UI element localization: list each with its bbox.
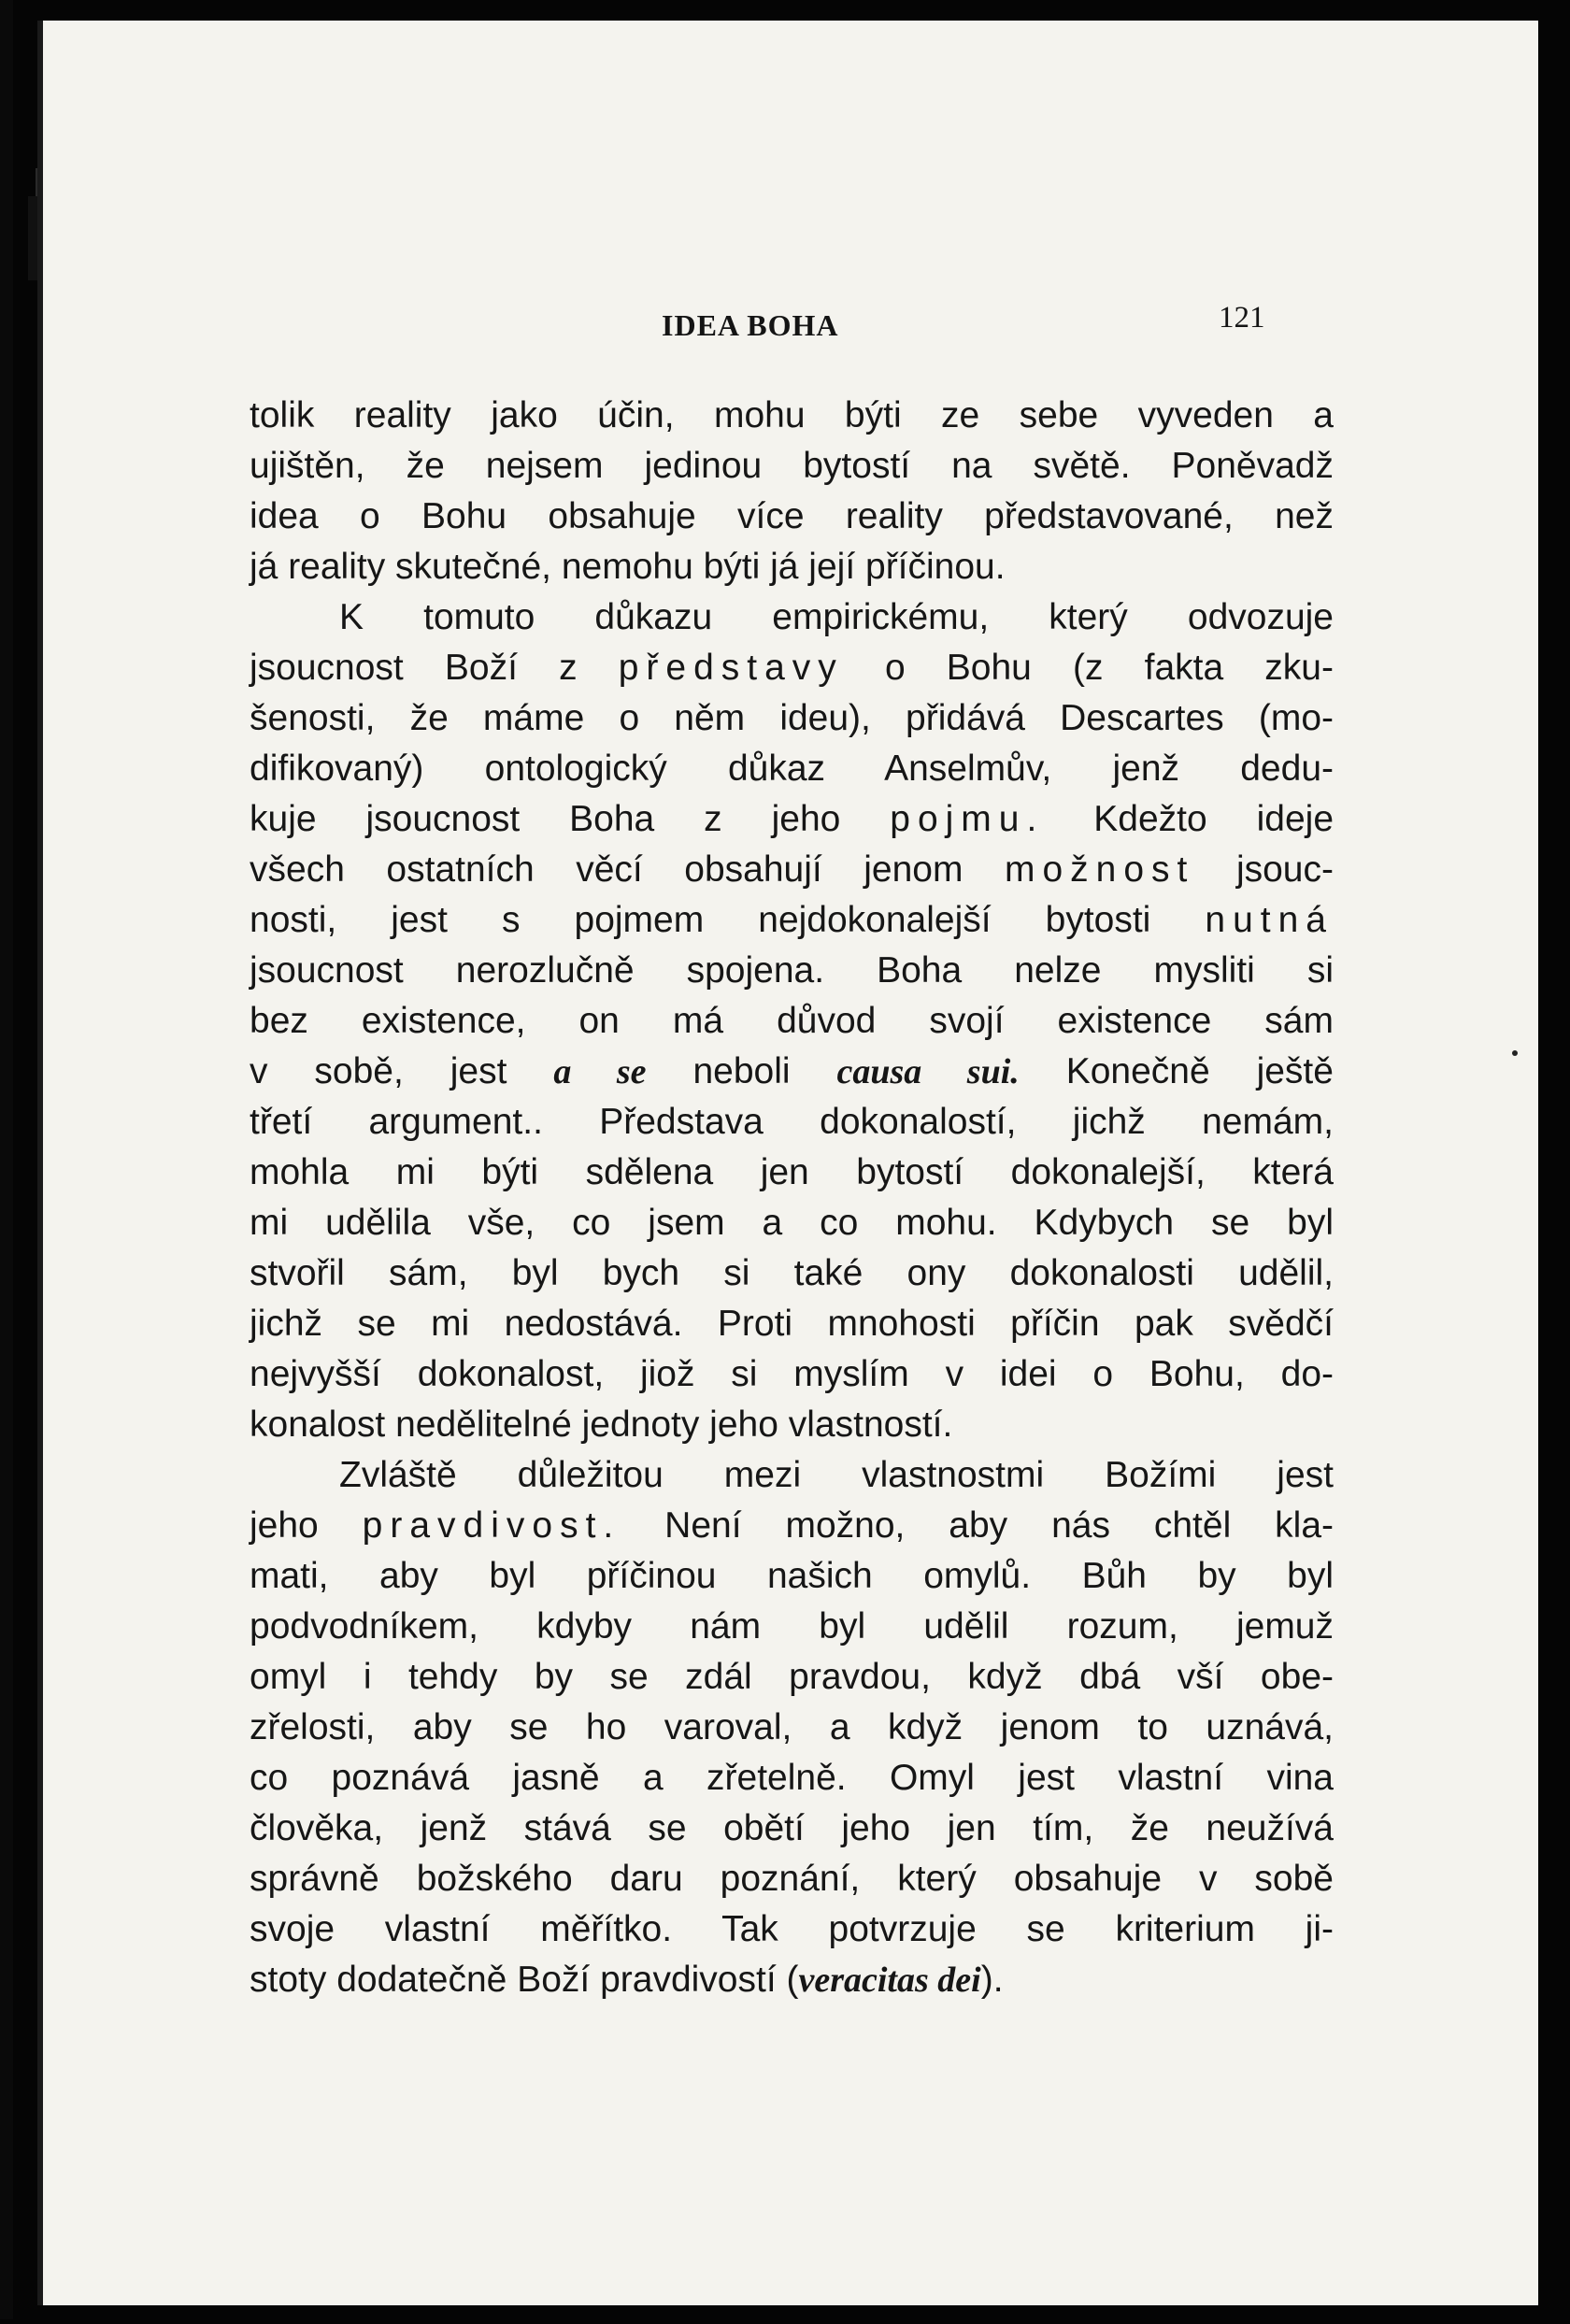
text-segment: neboli xyxy=(692,1051,791,1091)
text-segment: v sobě, jest xyxy=(250,1051,507,1091)
text-segment: o Bohu (z fakta zku- xyxy=(884,648,1334,688)
spaced-emphasis: představy xyxy=(618,648,844,688)
text-line: podvodníkem, kdyby nám byl udělil rozum, jemuž xyxy=(250,1606,1334,1647)
text-segment: jsoucnost Boží z xyxy=(250,648,578,688)
text-line: ujištěn, že nejsem jedinou bytostí na světě. Poněvadž xyxy=(250,446,1334,486)
text-line: třetí argument.. Představa dokonalostí, jichž nemám, xyxy=(250,1102,1334,1142)
text-segment: Kdežto ideje xyxy=(1093,799,1334,839)
spaced-emphasis: pojmu. xyxy=(890,799,1045,839)
text-line: omyl i tehdy by se zdál pravdou, když dbá vší obe- xyxy=(250,1657,1334,1697)
text-segment: ). xyxy=(980,1960,1004,2000)
italic-latin: a se xyxy=(553,1052,647,1091)
text-segment: stoty dodatečně Boží pravdivostí ( xyxy=(250,1960,799,2000)
spaced-emphasis: nutná xyxy=(1205,900,1334,940)
spaced-emphasis: pravdivost. xyxy=(362,1505,621,1546)
text-line: Zvláště důležitou mezi vlastnostmi Božími jest xyxy=(339,1455,1334,1495)
text-line: difikovaný) ontologický důkaz Anselmův, jenž dedu- xyxy=(250,749,1334,789)
text-line: jsoucnost nerozlučně spojena. Boha nelze mysliti si xyxy=(250,950,1334,991)
text-line xyxy=(250,794,1334,845)
text-line: mi udělila vše, co jsem a co mohu. Kdybych se byl xyxy=(250,1203,1334,1243)
text-segment: nosti, jest s pojmem nejdokonalejší bytosti xyxy=(250,900,1151,940)
body-text xyxy=(250,391,1334,2005)
spaced-emphasis: možnost xyxy=(1005,849,1195,890)
page-header xyxy=(43,301,1538,346)
text-line: mati, aby byl příčinou našich omylů. Bůh by byl xyxy=(250,1556,1334,1596)
text-line: zřelosti, aby se ho varoval, a když jenom to uznává, xyxy=(250,1707,1334,1747)
text-line: já reality skutečné, nemohu býti já její příčinou. xyxy=(250,547,1006,587)
text-line: šenosti, že máme o něm ideu), přidává Descartes (mo- xyxy=(250,698,1334,738)
text-line xyxy=(250,1047,1334,1097)
text-line: bez existence, on má důvod svojí existence sám xyxy=(250,1001,1334,1041)
text-segment: jsouc- xyxy=(1235,849,1334,890)
text-line: mohla mi býti sdělena jen bytostí dokonalejší, která xyxy=(250,1152,1334,1192)
text-line: co poznává jasně a zřetelně. Omyl jest vlastní vina xyxy=(250,1758,1334,1798)
text-segment: kuje jsoucnost Boha z jeho xyxy=(250,799,841,839)
ink-speck xyxy=(1512,1050,1518,1056)
text-line xyxy=(250,845,1334,895)
text-line: svoje vlastní měřítko. Tak potvrzuje se kriterium ji- xyxy=(250,1909,1334,1949)
text-line: člověka, jenž stává se obětí jeho jen tím, že neužívá xyxy=(250,1808,1334,1848)
text-line: tolik reality jako účin, mohu býti ze sebe vyveden a xyxy=(250,395,1334,435)
text-line xyxy=(250,643,1334,693)
text-segment: jeho xyxy=(250,1505,319,1546)
text-line: stvořil sám, byl bych si také ony dokonalosti udělil, xyxy=(250,1253,1334,1293)
text-line: jichž se mi nedostává. Proti mnohosti příčin pak svědčí xyxy=(250,1304,1334,1344)
text-segment: Konečně ještě xyxy=(1065,1051,1334,1091)
text-segment: všech ostatních věcí obsahují jenom xyxy=(250,849,963,890)
text-line xyxy=(250,1501,1334,1551)
text-line: K tomuto důkazu empirickému, který odvozuje xyxy=(339,597,1334,637)
text-line: idea o Bohu obsahuje více reality představované, než xyxy=(250,496,1334,536)
text-line: nejvyšší dokonalost, jiož si myslím v idei o Bohu, do- xyxy=(250,1354,1334,1394)
running-title: IDEA BOHA xyxy=(662,308,839,342)
italic-latin: veracitas dei xyxy=(798,1960,981,2000)
text-line xyxy=(250,1955,1334,2005)
book-page xyxy=(37,21,1538,2305)
text-line xyxy=(250,895,1334,946)
page-number: 121 xyxy=(1219,301,1265,335)
italic-latin: causa sui. xyxy=(836,1052,1020,1091)
text-line: konalost nedělitelné jednoty jeho vlastností. xyxy=(250,1404,953,1445)
text-segment: Není možno, aby nás chtěl kla- xyxy=(664,1505,1334,1546)
text-line: správně božského daru poznání, který obsahuje v sobě xyxy=(250,1859,1334,1899)
